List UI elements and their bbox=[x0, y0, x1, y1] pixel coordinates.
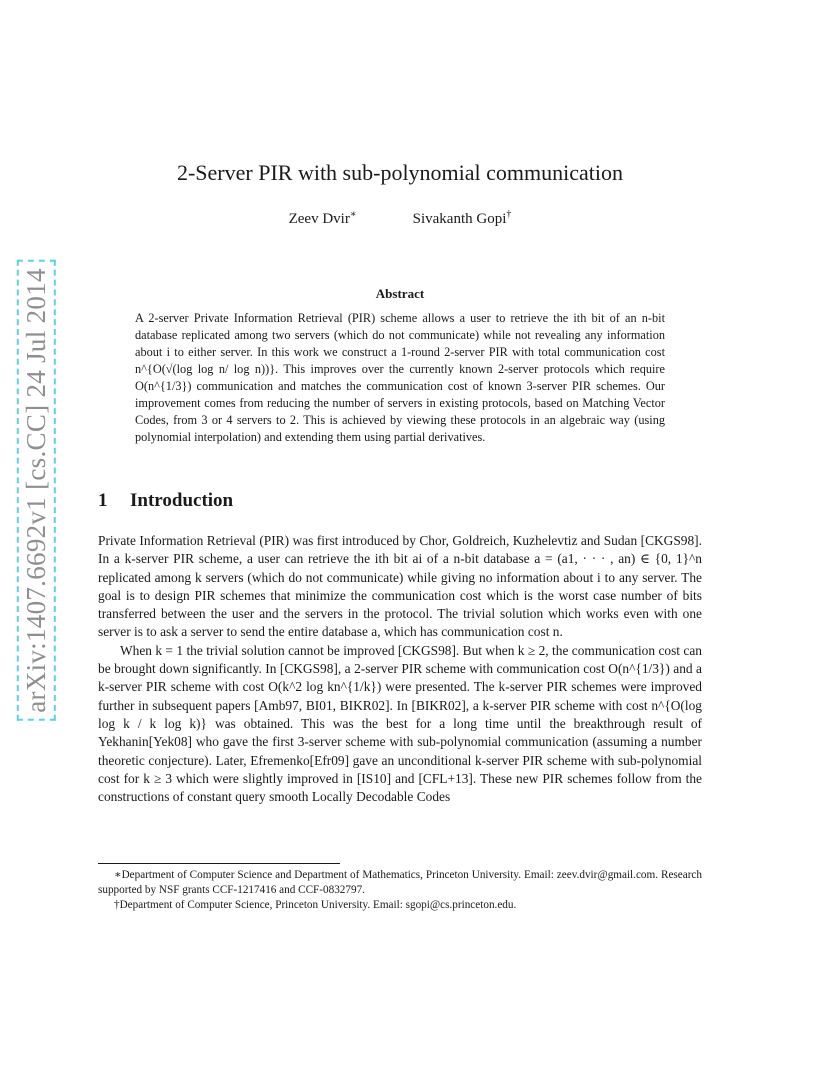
author: Zeev Dvir∗ bbox=[288, 209, 357, 227]
arxiv-sidebar bbox=[8, 265, 64, 715]
section-heading bbox=[98, 490, 233, 512]
arxiv-id-stamp: arXiv:1407.6692v1 [cs.CC] 24 Jul 2014 bbox=[17, 260, 56, 721]
footnotes bbox=[98, 868, 702, 913]
abstract-heading: Abstract bbox=[375, 286, 425, 301]
section-number: 1 bbox=[98, 490, 108, 511]
body-text bbox=[98, 532, 702, 806]
paragraph: When k = 1 the trivial solution cannot be improved [CKGS98]. But when k ≥ 2, the communication cost can be brought down significantly. In [CKGS98], a 2-server PIR scheme with communication cost O(n^{1/3}) and a k-server PIR scheme with cost O(k^2 log kn^{1/k}) were presented. The k-server PIR schemes were improved further in subsequent papers [Amb97, BI01, BIKR02]. In [BIKR02], a k-server PIR scheme with cost n^{O(log log k / k log k)} was obtained. This was the best for a long time until the breakthrough result of Yekhanin[Yek08] who gave the first 3-server scheme with sub-polynomial communication (assuming a number theoretic conjecture). Later, Efremenko[Efr09] gave an unconditional k-server PIR scheme with sub-polynomial cost for k ≥ 3 which were slightly improved in [IS10] and [CFL+13]. These new PIR schemes follow from the constructions of constant query smooth Locally Decodable Codes bbox=[98, 642, 702, 805]
footnote: ∗Department of Computer Science and Department of Mathematics, Princeton University. Email: zeev.dvir@gmail.com. Research supported by NSF grants CCF-1217416 and CCF-0832797. bbox=[98, 869, 702, 896]
section-title: Introduction bbox=[130, 490, 234, 511]
footnote: †Department of Computer Science, Princeton University. Email: sgopi@cs.princeton.edu. bbox=[114, 899, 517, 911]
paragraph: Private Information Retrieval (PIR) was first introduced by Chor, Goldreich, Kuzhelevtiz and Sudan [CKGS98]. In a k-server PIR scheme, a user can retrieve the ith bit ai of a n-bit database a = (a1, · · · , an) ∈ {0, 1}^n replicated among k servers (which do not communicate) while giving no information about i to any server. The goal is to design PIR schemes that minimize the communication cost which is the worst case number of bits transferred between the user and the servers in the protocol. The trivial solution which works even with one server is to ask a server to send the entire database a, which has communication cost n. bbox=[98, 533, 702, 640]
abstract-body: A 2-server Private Information Retrieval (PIR) scheme allows a user to retrieve the ith bit of an n-bit database replicated among two servers (which do not communicate) while not revealing any information about i to either server. In this work we construct a 1-round 2-server PIR with total communication cost n^{O(√(log log n/ log n))}. This improves over the currently known 2-server protocols which require O(n^{1/3}) communication and matches the communication cost of known 3-server PIR schemes. Our improvement comes from reducing the number of servers in existing protocols, based on Matching Vector Codes, from 3 or 4 servers to 2. This is achieved by viewing these protocols in an algebraic way (using polynomial interpolation) and extending them using partial derivatives. bbox=[135, 311, 665, 444]
author: Sivakanth Gopi† bbox=[412, 209, 512, 227]
footnote-rule bbox=[98, 863, 340, 864]
author-list bbox=[98, 211, 702, 228]
paper-title: 2-Server PIR with sub-polynomial communication bbox=[176, 160, 624, 185]
